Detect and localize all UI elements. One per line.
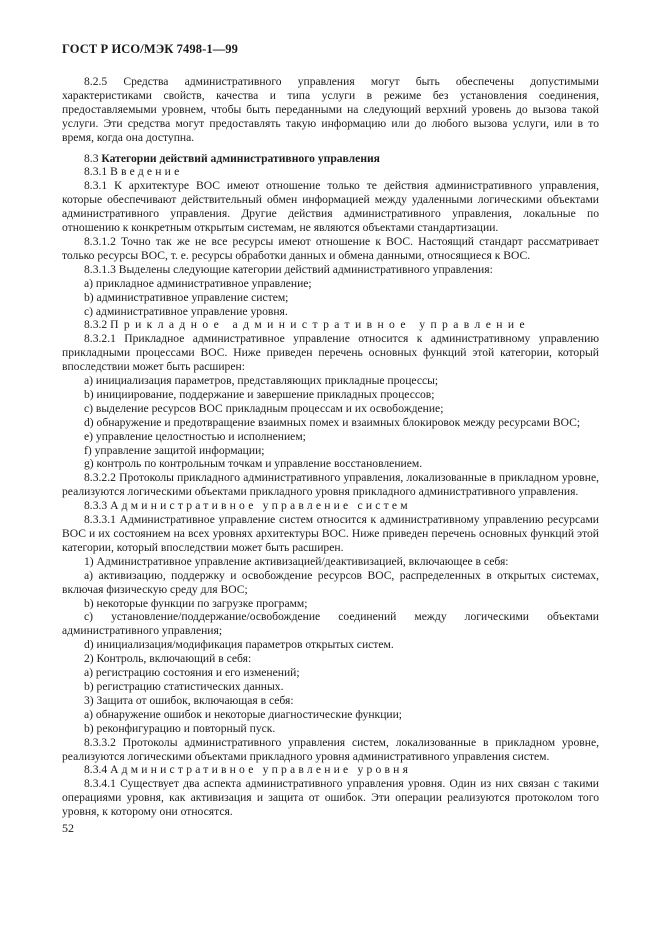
subsection-heading-8-3-1 <box>62 165 599 179</box>
page-number: 52 <box>62 821 74 835</box>
paragraph-8-3-1-3: 8.3.1.3 Выделены следующие категории действий административного управления: <box>84 262 493 276</box>
list-item: d) обнаружение и предотвращение взаимных помех и взаимных блокировок между ресурсами ВОС; <box>84 415 581 429</box>
subsection-title: Прикладное административное управление <box>110 318 530 332</box>
subsection-number: 8.3.3 <box>84 499 108 513</box>
subsection-number: 8.3.4 <box>84 763 108 777</box>
subsection-title: Административное управление уровня <box>110 763 412 777</box>
list-item: с) выделение ресурсов ВОС прикладным процессам и их освобождение; <box>84 401 444 415</box>
list-item: е) управление целостностью и исполнением; <box>84 429 306 443</box>
list-item: b) административное управление систем; <box>84 290 289 304</box>
list-item: с) административное управление уровня. <box>84 304 288 318</box>
subsection-title: Введение <box>110 165 183 179</box>
paragraph-8-3-1-2: 8.3.1.2 Точно так же не все ресурсы имеют отношение к ВОС. Настоящий стандарт рассматривает только ресурсы ВОС, т. е. ресурсы обработки данных и обмена данными, относящиеся к ВОС. <box>62 234 599 262</box>
list-item: d) инициализация/модификация параметров открытых систем. <box>84 638 394 652</box>
list-item: f) управление защитой информации; <box>84 443 265 457</box>
paragraph-8-3-1-1: 8.3.1 К архитектуре ВОС имеют отношение только те действия административного управления, которые обеспечивают действительный обмен информацией между удаленными логическими объектами административного управления. Другие действия административного управления, локальные по отношению к конкретным открытым системам, не являются объектами стандартизации. <box>62 179 599 235</box>
subsection-heading-8-3-3 <box>62 499 599 513</box>
list-item: а) инициализация параметров, представляющих прикладные процессы; <box>84 374 439 388</box>
list-item: а) прикладное административное управление; <box>84 276 312 290</box>
list-item: 3) Защита от ошибок, включающая в себя: <box>84 693 294 707</box>
paragraph-8-3-4-1: 8.3.4.1 Существует два аспекта административного управления уровня. Один из них связан с такими операциями уровня, как активизация и защита от ошибок. Эти операции реализуются протоколом того уровня, к которому они относятся. <box>62 777 599 819</box>
section-heading-8-3 <box>62 152 599 166</box>
paragraph-8-3-3-1: 8.3.3.1 Административное управление систем относится к административному управлению ресурсами ВОС и их состоянием на всех уровнях архитектуры ВОС. Ниже приведен перечень основных функций этой категории, который впоследствии может быть расширен. <box>62 513 599 554</box>
section-title: Категории действий административного управления <box>101 151 380 165</box>
list-item: b) регистрацию статистических данных. <box>84 679 284 693</box>
list-item: g) контроль по контрольным точкам и управление восстановлением. <box>84 457 423 471</box>
section-number: 8.3 <box>84 151 99 165</box>
list-item: 1) Административное управление активизацией/деактивизацией, включающее в себя: <box>84 554 509 568</box>
list-item: а) обнаружение ошибок и некоторые диагностические функции; <box>84 707 403 721</box>
paragraph-8-2-5: 8.2.5 Средства административного управления могут быть обеспечены допустимыми характеристиками свойств, качества и типа услуги в режиме без установления соединения, предоставляемыми уровнем, чтобы быть переданными на следующий верхний уровень до вызова такой услуги. Эти средства могут предоставлять такую информацию или до любого вызова услуги, или в то время, когда она доступна. <box>62 75 599 144</box>
document-body <box>62 75 599 819</box>
paragraph-8-3-3-2: 8.3.3.2 Протоколы административного управления систем, локализованные в прикладном уровне, реализуются логическими объектами прикладного уровня административного управления систем. <box>62 735 599 763</box>
list-item: а) активизацию, поддержку и освобождение ресурсов ВОС, распределенных в открытых системах, включая физическую среду для ВОС; <box>62 568 599 596</box>
list-item: 2) Контроль, включающий в себя: <box>84 652 252 666</box>
list-item: b) некоторые функции по загрузке программ; <box>84 596 308 610</box>
subsection-title: Административное управление систем <box>110 499 411 513</box>
subsection-number: 8.3.1 <box>84 165 108 179</box>
subsection-heading-8-3-2 <box>62 318 599 332</box>
standard-header: ГОСТ Р ИСО/МЭК 7498-1—99 <box>62 42 238 56</box>
list-item: b) реконфигурацию и повторный пуск. <box>84 721 276 735</box>
list-item: с) установление/поддержание/освобождение соединений между логическими объектами административного управления; <box>62 610 599 638</box>
subsection-heading-8-3-4 <box>62 763 599 777</box>
paragraph-8-3-2-1: 8.3.2.1 Прикладное административное управление относится к административному управлению прикладными процессами ВОС. Ниже приведен перечень основных функций этой категории, который впоследствии может быть расширен: <box>62 332 599 374</box>
paragraph-8-3-2-2: 8.3.2.2 Протоколы прикладного административного управления, локализованные в прикладном уровне, реализуются логическими объектами прикладного уровня прикладного административного управления. <box>62 471 599 499</box>
list-item: а) регистрацию состояния и его изменений; <box>84 666 300 680</box>
list-item: b) инициирование, поддержание и завершение прикладных процессов; <box>84 387 435 401</box>
subsection-number: 8.3.2 <box>84 318 108 332</box>
